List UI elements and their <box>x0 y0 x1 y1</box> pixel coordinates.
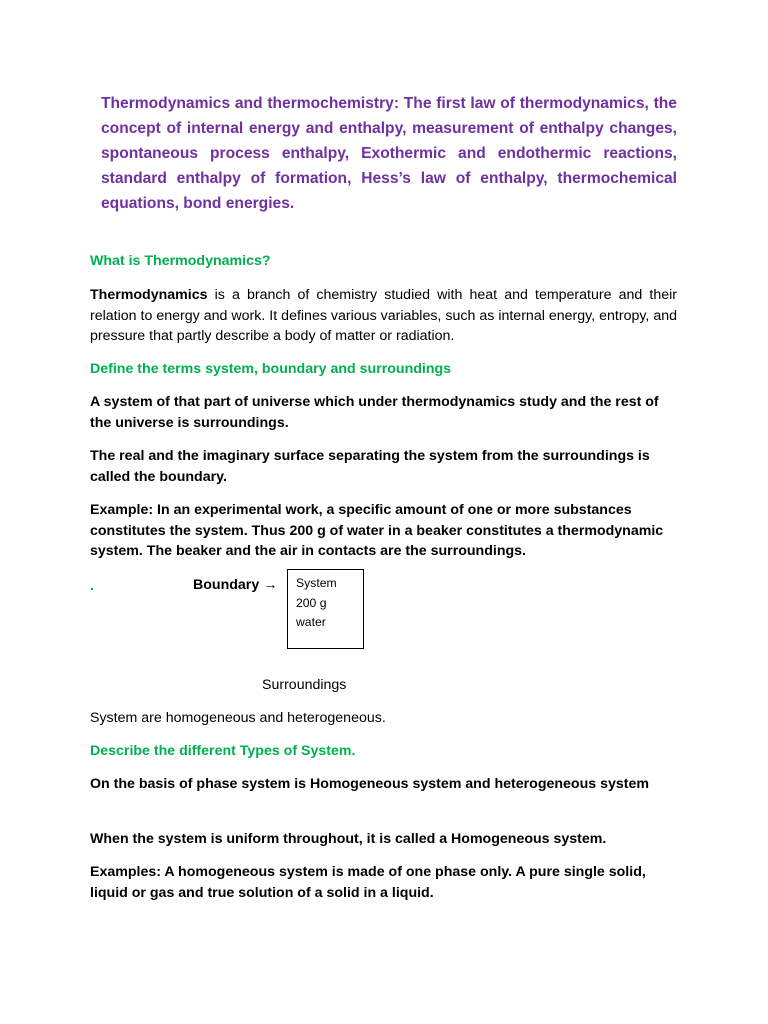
homogeneous-examples: Examples: A homogeneous system is made of one phase only. A pure single solid, liquid or gas and true solution of a solid in a liquid. <box>90 864 646 901</box>
document-title: Thermodynamics and thermochemistry: The first law of thermodynamics, the concept of internal energy and enthalpy, measurement of enthalpy changes, spontaneous process enthalpy, Exothermic and endothermic reactions, standard enthalpy of formation, Hess’s law of enthalpy, thermochemical equations, bond energies. <box>101 95 677 212</box>
heading-what-is-thermodynamics: What is Thermodynamics? <box>90 253 271 269</box>
phase-basis-paragraph: On the basis of phase system is Homogeneous system and heterogeneous system <box>90 776 649 792</box>
boundary-label-text: Boundary <box>193 577 260 593</box>
boundary-definition: The real and the imaginary surface separating the system from the surroundings is called the boundary. <box>90 448 650 485</box>
thermodynamics-term: Thermodynamics <box>90 287 208 303</box>
system-box-line: water <box>296 615 326 629</box>
system-types-statement: System are homogeneous and heterogeneous. <box>90 710 386 726</box>
thermodynamics-definition <box>90 285 677 347</box>
boundary-label <box>193 575 277 595</box>
system-definition: A system of that part of universe which under thermodynamics study and the rest of the universe is surroundings. <box>90 394 659 431</box>
system-box-line: 200 g <box>296 595 327 610</box>
system-box <box>287 569 364 649</box>
heading-define-terms: Define the terms system, boundary and surroundings <box>90 361 452 377</box>
homogeneous-definition: When the system is uniform throughout, it is called a Homogeneous system. <box>90 831 607 847</box>
diagram-dot: . <box>90 577 94 593</box>
heading-types-of-system: Describe the different Types of System. <box>90 743 356 759</box>
example-paragraph: Example: In an experimental work, a specific amount of one or more substances constitutes the system. Thus 200 g of water in a beaker constitutes a thermodynamic system. The beaker and the air in contacts are the surroundings. <box>90 502 664 559</box>
surroundings-label: Surroundings <box>262 677 347 693</box>
system-box-line: System <box>296 576 337 590</box>
thermodynamics-definition-text: is a branch of chemistry studied with heat and temperature and their relation to energy and work. It defines various variables, such as internal energy, entropy, and pressure that partly describe a body of matter or radiation. <box>90 287 677 344</box>
arrow-right-icon: → <box>263 577 278 593</box>
